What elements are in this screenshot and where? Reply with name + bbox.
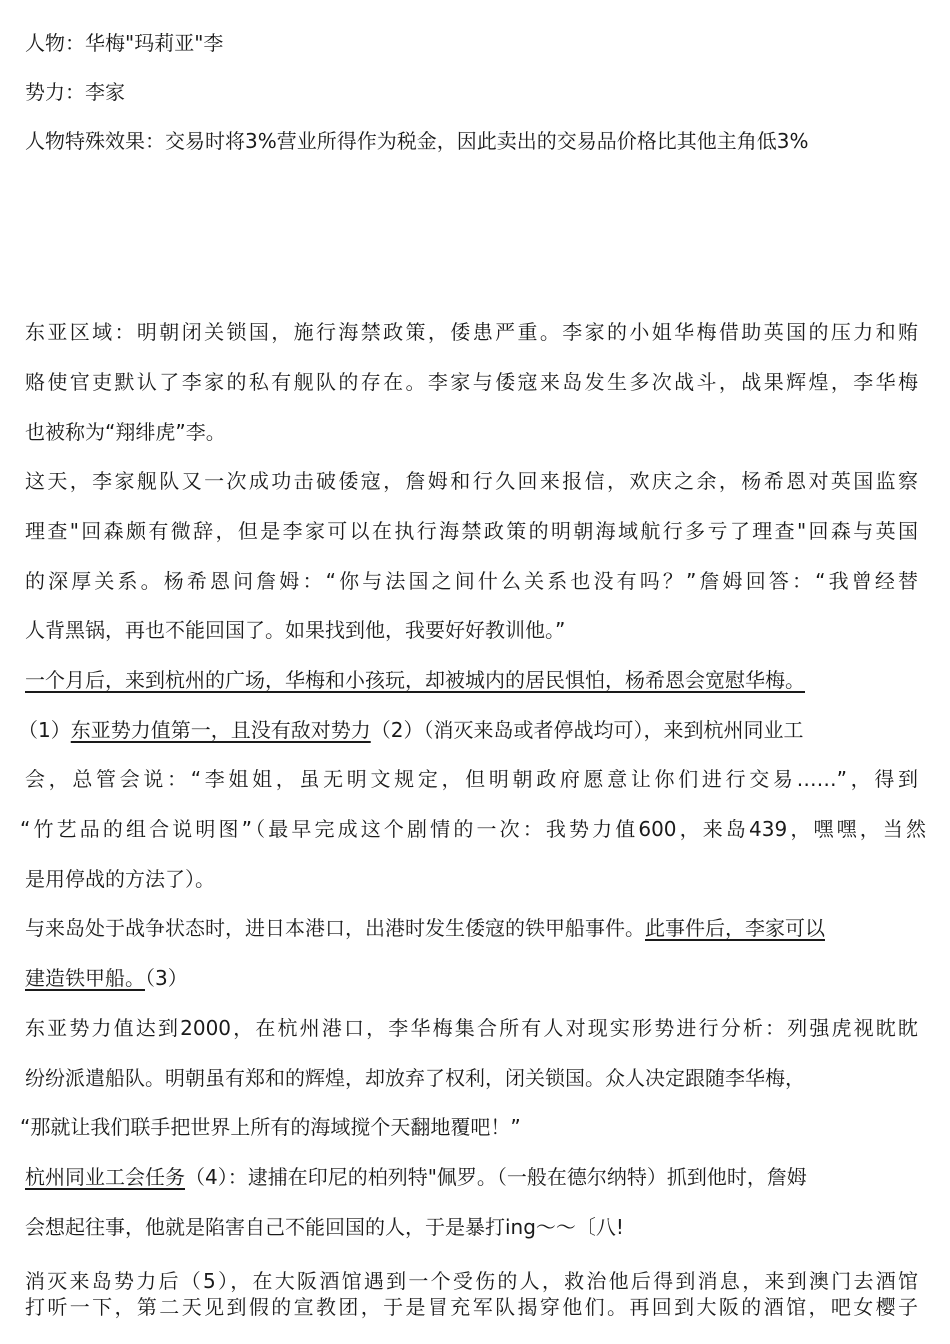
underlined-text: 建造铁甲船。 xyxy=(25,966,145,990)
paragraph-line: 这天，李家舰队又一次成功击破倭寇，詹姆和行久回来报信，欢庆之余，杨希恩对英国监察 xyxy=(25,469,918,493)
paragraph-line: “竹艺品的组合说明图”（最早完成这个剧情的一次：我势力值600，来岛439，嘿嘿，当然 xyxy=(20,817,926,841)
special-effect-line: 人物特殊效果：交易时将3%营业所得作为税金，因此卖出的交易品价格比其他主角低3% xyxy=(25,129,809,153)
paragraph-line: “那就让我们联手把世界上所有的海域搅个天翻地覆吧！” xyxy=(20,1115,521,1139)
paragraph-line: 的深厚关系。杨希恩问詹姆：“你与法国之间什么关系也没有吗？”詹姆回答：“我曾经替 xyxy=(25,569,918,593)
underlined-text: 杭州同业工会任务 xyxy=(25,1165,185,1189)
paragraph-line: 会，总管会说：“李姐姐，虽无明文规定，但明朝政府愿意让你们进行交易……”，得到 xyxy=(25,767,918,791)
paragraph-line xyxy=(25,964,188,992)
paragraph-line: 理查"回森颇有微辞，但是李家可以在执行海禁政策的明朝海域航行多亏了理查"回森与英国 xyxy=(25,519,918,543)
step-marker: （1） xyxy=(18,718,71,742)
paragraph-line: 东亚势力值达到2000，在杭州港口，李华梅集合所有人对现实形势进行分析：列强虎视眈眈 xyxy=(25,1016,918,1040)
paragraph-text: （2）（消灭来岛或者停战均可），来到杭州同业工 xyxy=(370,718,804,742)
underlined-text: 东亚势力值第一，且没有敌对势力 xyxy=(70,718,371,742)
underlined-text: 此事件后，李家可以 xyxy=(645,916,825,940)
paragraph-line: 纷纷派遣船队。明朝虽有郑和的辉煌，却放弃了权利，闭关锁国。众人决定跟随李华梅， xyxy=(25,1066,805,1090)
paragraph-line: 东亚区域：明朝闭关锁国，施行海禁政策，倭患严重。李家的小姐华梅借助英国的压力和贿 xyxy=(25,320,918,344)
paragraph-line xyxy=(25,914,825,942)
paragraph-line: 打听一下，第二天见到假的宣教团，于是冒充军队揭穿他们。再回到大阪的酒馆，吧女樱子 xyxy=(25,1295,918,1319)
paragraph-line: 人背黑锅，再也不能回国了。如果找到他，我要好好教训他。” xyxy=(25,618,566,642)
paragraph-text: （4）：逮捕在印尼的柏列特"佩罗。（一般在德尔纳特）抓到他时，詹姆 xyxy=(185,1165,807,1189)
paragraph-line: 赂使官吏默认了李家的私有舰队的存在。李家与倭寇来岛发生多次战斗，战果辉煌，李华梅 xyxy=(25,370,918,394)
paragraph-line: 会想起往事，他就是陷害自己不能回国的人，于是暴打ing～～〔八! xyxy=(25,1215,624,1239)
paragraph-text: 与来岛处于战争状态时，进日本港口，出港时发生倭寇的铁甲船事件。 xyxy=(25,916,645,940)
paragraph-line: 是用停战的方法了）。 xyxy=(25,867,215,891)
character-line: 人物：华梅"玛莉亚"李 xyxy=(25,31,224,55)
underlined-paragraph-line: 一个月后，来到杭州的广场，华梅和小孩玩，却被城内的居民惧怕，杨希恩会宽慰华梅。 xyxy=(25,668,805,692)
paragraph-line xyxy=(25,1163,807,1191)
paragraph-line: 也被称为“翔绯虎”李。 xyxy=(25,420,226,444)
paragraph-line: 消灭来岛势力后（5），在大阪酒馆遇到一个受伤的人，救治他后得到消息，来到澳门去酒馆 xyxy=(25,1269,918,1293)
faction-line: 势力：李家 xyxy=(25,80,125,104)
paragraph-line xyxy=(18,716,803,744)
paragraph-text: （3） xyxy=(145,966,188,990)
